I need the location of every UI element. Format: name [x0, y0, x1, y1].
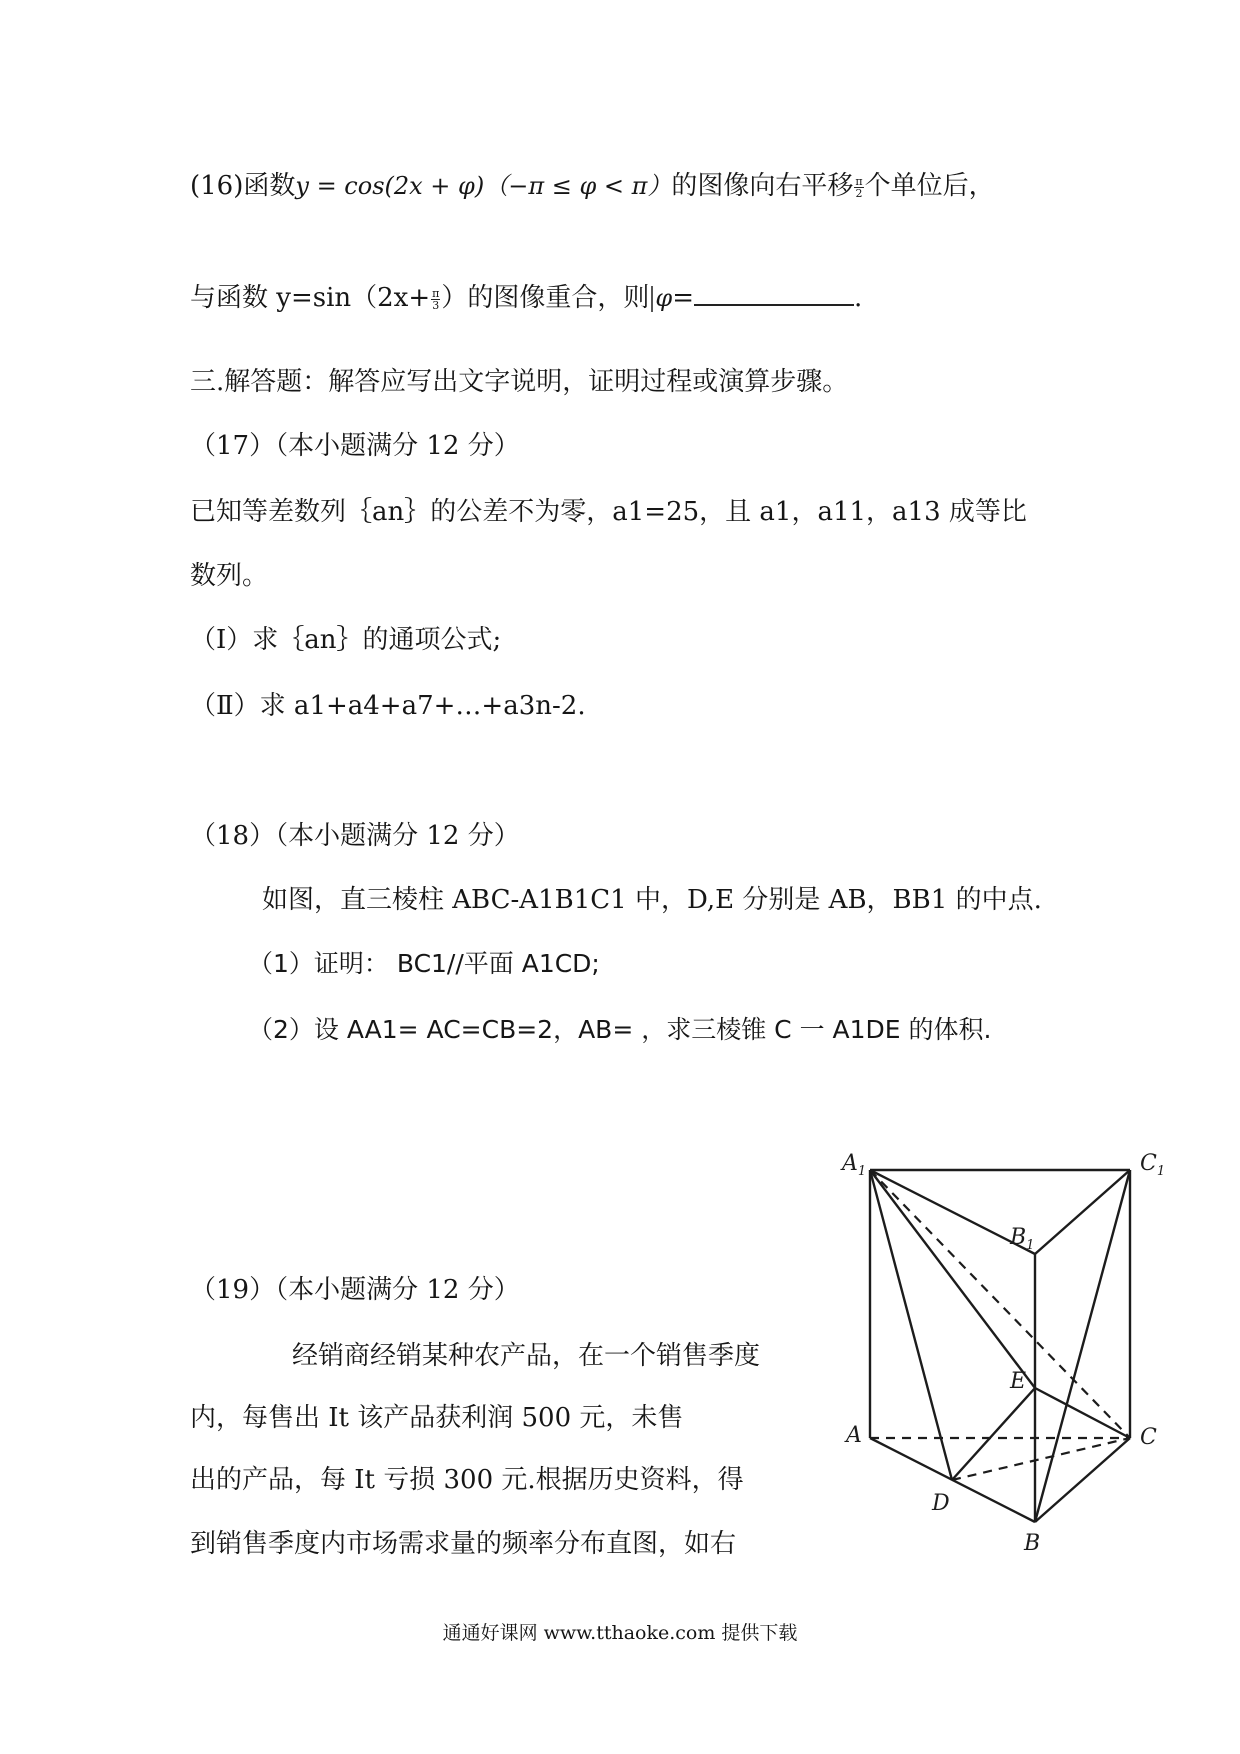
label-e: E: [1010, 1369, 1027, 1394]
edge-d-c-dashed: [952, 1438, 1130, 1480]
q16-line2-middle: ）的图像重合，则: [441, 283, 650, 313]
q17-header: （17）（本小题满分 12 分）: [190, 431, 520, 461]
label-d: D: [932, 1491, 950, 1516]
q16-end: .: [854, 283, 863, 313]
label-c1: $C_1$: [1140, 1151, 1166, 1179]
q18-part1: （1）证明： BC1//平面 A1CD;: [248, 949, 600, 978]
q19-header: （19）（本小题满分 12 分）: [190, 1275, 520, 1305]
q18-part2: （2）设 AA1= AC=CB=2，AB= ，求三棱锥 C 一 A1DE 的体积.: [248, 1015, 992, 1044]
fraction-denominator: 3: [432, 298, 440, 312]
q17-part2: （Ⅱ）求 a1+a4+a7+…+a3n-2.: [190, 691, 586, 721]
q16-formula: y = cos(2x + φ)（−π ≤ φ < π）: [295, 172, 672, 200]
q17-line2: 数列。: [190, 561, 269, 591]
q19-line3: 出的产品，每 It 亏损 300 元.根据历史资料，得: [190, 1465, 744, 1495]
page-footer: 通通好课网 www.tthaoke.com 提供下载: [442, 1622, 798, 1644]
q17-line1: 已知等差数列｛an｝的公差不为零，a1=25，且 a1，a11，a13 成等比: [190, 497, 1027, 527]
fraction-numerator: π: [855, 174, 863, 188]
answer-blank: [694, 282, 854, 306]
q19-line1: 经销商经销某种农产品，在一个销售季度: [292, 1341, 761, 1371]
label-b1: $B_1$: [1010, 1225, 1035, 1253]
edge-b-c: [1035, 1438, 1130, 1522]
q19-line2: 内，每售出 It 该产品获利润 500 元，未售: [190, 1403, 684, 1433]
edge-a1-e: [870, 1170, 1035, 1388]
q19-line4: 到销售季度内市场需求量的频率分布直图，如右: [190, 1529, 737, 1559]
q18-line1: 如图，直三棱柱 ABC-A1B1C1 中，D,E 分别是 AB，BB1 的中点.: [262, 885, 1042, 915]
fraction-numerator: π: [432, 286, 440, 300]
label-c: C: [1140, 1425, 1157, 1450]
label-a: A: [846, 1423, 862, 1448]
q16-eq: =: [672, 283, 694, 313]
edge-b1-c1: [1035, 1170, 1130, 1254]
edge-a1-d: [870, 1170, 952, 1480]
q18-header: （18）（本小题满分 12 分）: [190, 821, 520, 851]
q16-line1: [190, 168, 995, 204]
prism-figure: [840, 1148, 1200, 1568]
section-3-heading: 三.解答题：解答应写出文字说明，证明过程或演算步骤。: [190, 367, 849, 397]
edge-a1-c-dashed: [870, 1170, 1130, 1438]
q16-middle: 的图像向右平移: [671, 171, 854, 201]
q16-fraction-pi-over-3: [431, 288, 440, 311]
q16-suffix: 个单位后，: [864, 171, 995, 201]
abs-bar: [651, 286, 653, 312]
label-a1: $A_1$: [842, 1151, 867, 1179]
q17-part1: （Ⅰ）求｛an｝的通项公式;: [190, 625, 502, 655]
label-b: B: [1024, 1531, 1041, 1556]
q16-line2-prefix: 与函数 y=sin（2x+: [190, 283, 431, 313]
q16-phi: φ: [655, 284, 673, 312]
edge-d-e: [952, 1388, 1035, 1480]
edge-e-c: [1035, 1388, 1130, 1438]
q16-prefix: (16)函数: [190, 171, 296, 201]
fraction-denominator: 2: [855, 186, 863, 200]
q16-line2: [190, 280, 862, 316]
edge-c1-b: [1035, 1170, 1130, 1522]
q16-fraction-pi-over-2: [854, 176, 863, 199]
